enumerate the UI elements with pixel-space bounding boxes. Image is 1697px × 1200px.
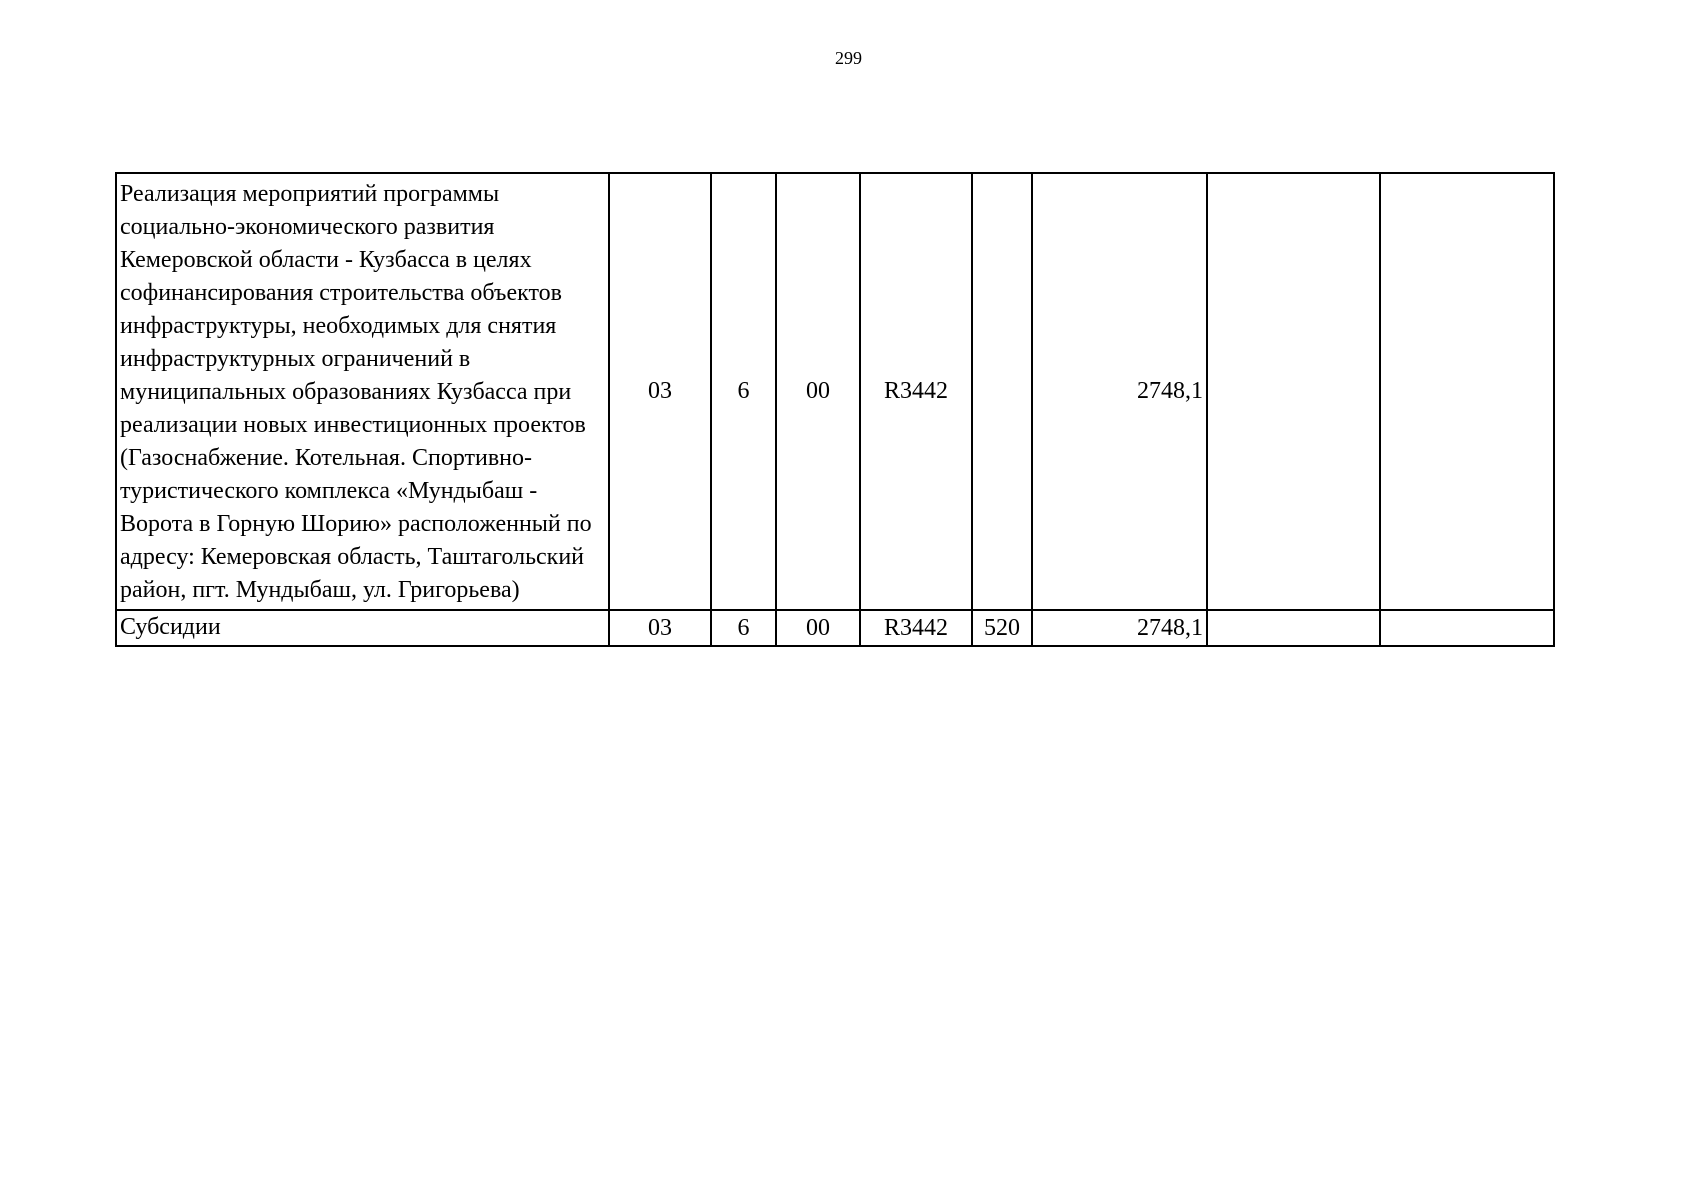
table-row — [116, 610, 1554, 646]
amount-year3-cell — [1380, 610, 1554, 646]
amount-year3-cell — [1380, 173, 1554, 610]
amount-year2-cell — [1207, 173, 1380, 610]
row-name-cell: Реализация мероприятий программы социально-экономического развития Кемеровской области - Кузбасса в целях софинансирования строительства объектов инфраструктуры, необходимых для снятия инфраструктурных ограничений в муниципальных образованиях Кузбасса при реализации новых инвестиционных проектов (Газоснабжение. Котельная. Спортивно-туристического комплекса «Мундыбаш - Ворота в Горную Шорию» расположенный по адресу: Кемеровская область, Таштагольский район, пгт. Мундыбаш, ул. Григорьева) — [116, 173, 609, 610]
program-code-cell: 6 — [711, 610, 776, 646]
direction-code-cell: R3442 — [860, 610, 972, 646]
expense-type-cell — [972, 173, 1032, 610]
section-code-cell: 03 — [609, 610, 711, 646]
table-row — [116, 173, 1554, 610]
page-number: 299 — [835, 48, 862, 68]
section-code-cell: 03 — [609, 173, 711, 610]
direction-code-cell: R3442 — [860, 173, 972, 610]
amount-cell: 2748,1 — [1032, 610, 1207, 646]
budget-table — [115, 172, 1555, 647]
amount-year2-cell — [1207, 610, 1380, 646]
subprogram-code-cell: 00 — [776, 173, 860, 610]
subprogram-code-cell: 00 — [776, 610, 860, 646]
program-code-cell: 6 — [711, 173, 776, 610]
amount-cell: 2748,1 — [1032, 173, 1207, 610]
row-name-cell: Субсидии — [116, 610, 609, 646]
expense-type-cell: 520 — [972, 610, 1032, 646]
